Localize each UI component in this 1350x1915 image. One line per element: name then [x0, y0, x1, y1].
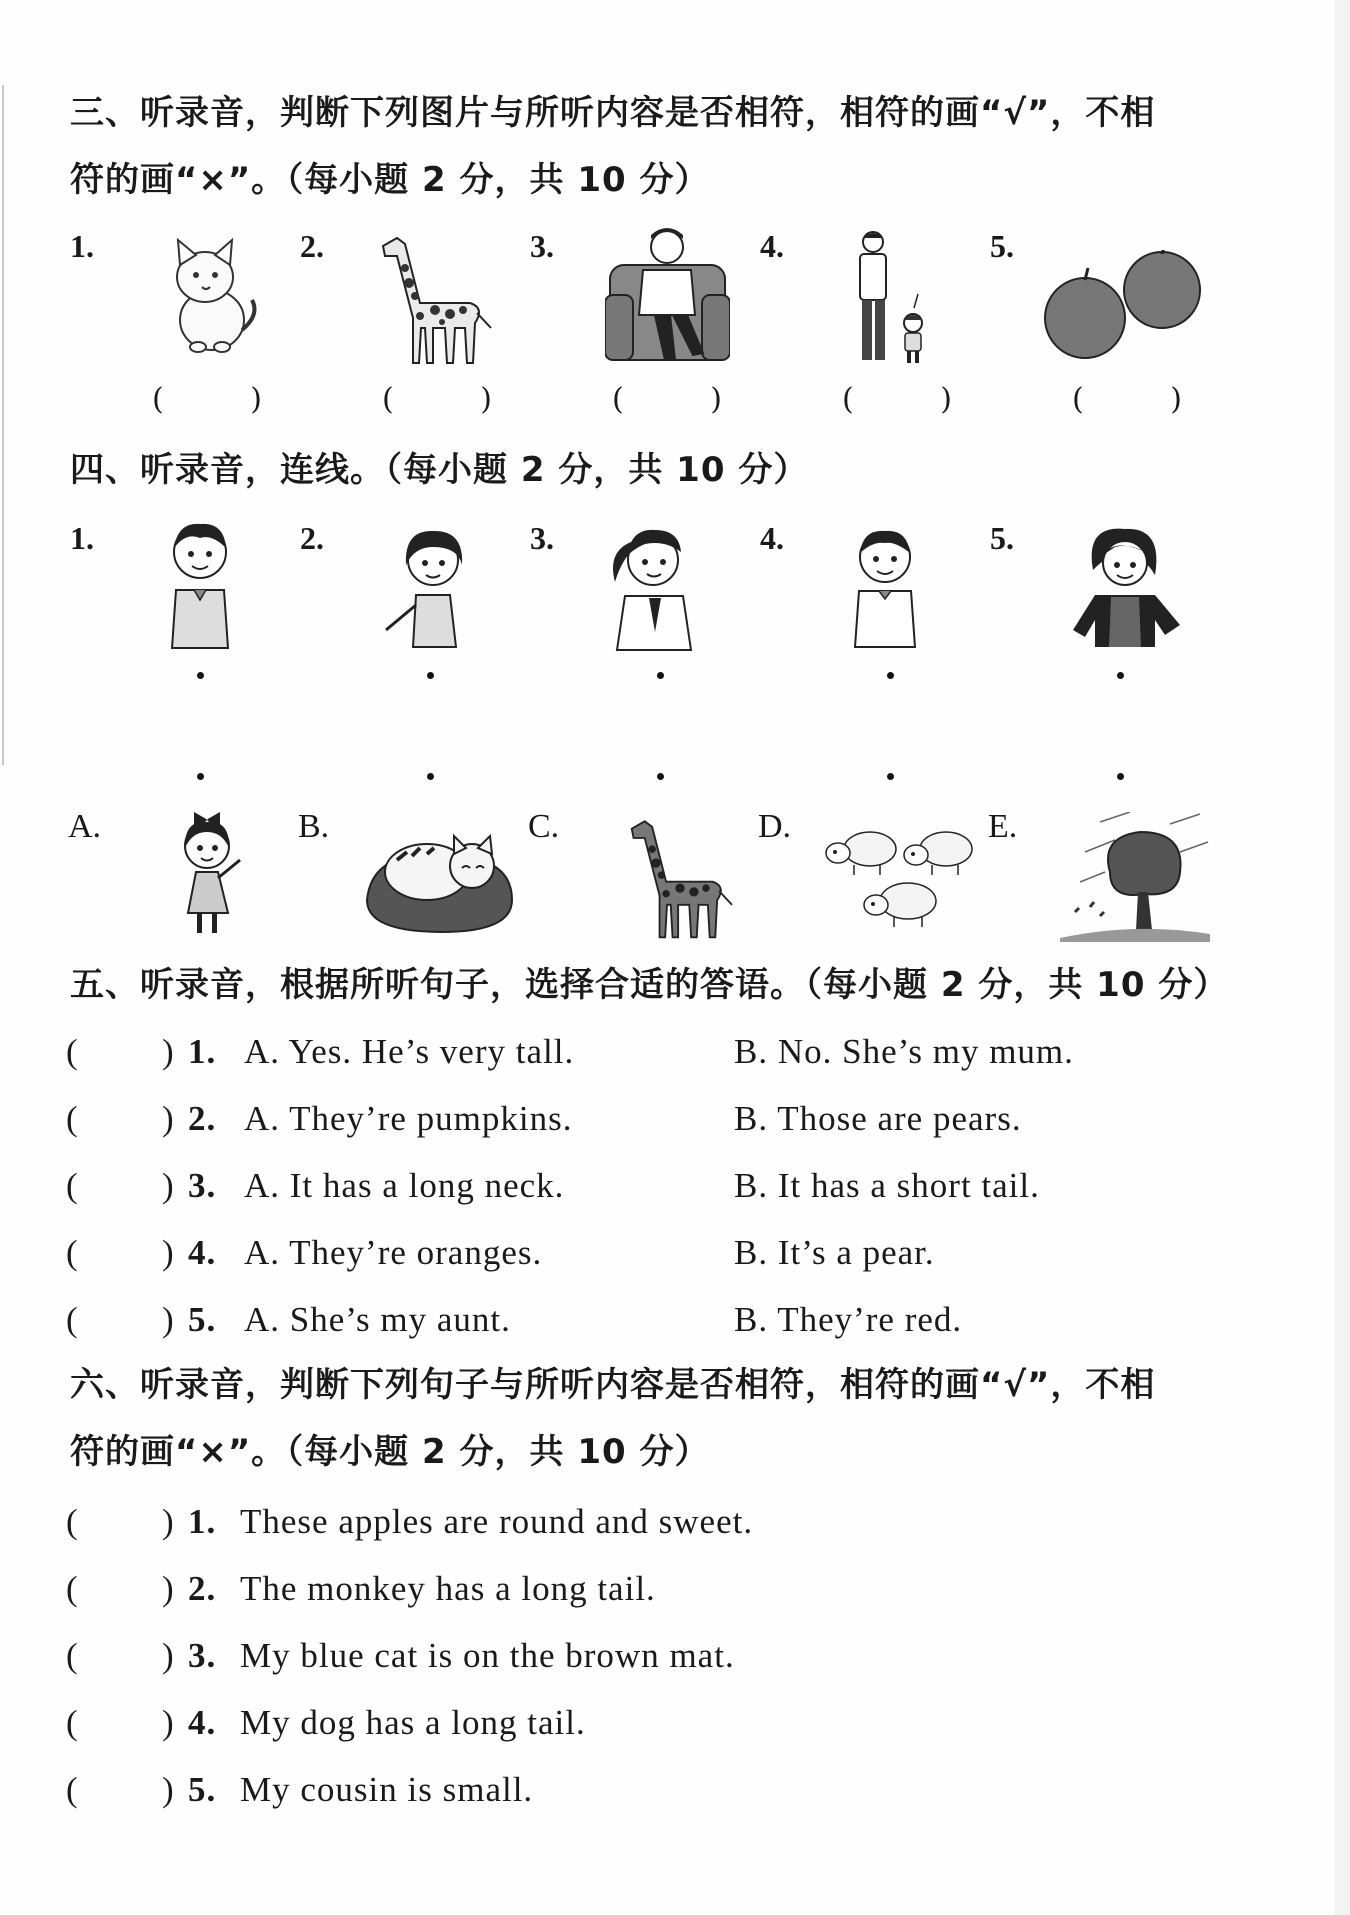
option-a: A. It has a long neck.: [244, 1166, 565, 1205]
man-and-girl-icon: [845, 228, 935, 368]
option-b: B. No. She’s my mum.: [734, 1032, 1074, 1071]
giraffe-icon: [375, 228, 495, 368]
answer-paren-close: ): [162, 1502, 175, 1541]
match-dot-top[interactable]: [657, 672, 664, 679]
answer-paren-close: ): [162, 1233, 175, 1272]
s4-person-number: 3.: [530, 520, 554, 556]
option-b: B. Those are pears.: [734, 1099, 1022, 1138]
statement-text: These apples are round and sweet.: [240, 1502, 754, 1541]
s4-option-letter: C.: [528, 808, 560, 845]
section3-title-line2: 符的画“×”。（每小题 2 分，共 10 分）: [70, 160, 710, 200]
s4-person-number: 2.: [300, 520, 324, 556]
statement-text: My dog has a long tail.: [240, 1703, 586, 1742]
option-b: B. It has a short tail.: [734, 1166, 1040, 1205]
s4-person-number: 1.: [70, 520, 94, 556]
s4-option-letter: E.: [988, 808, 1018, 845]
statement-number: 5.: [188, 1770, 217, 1809]
section4-title: 四、听录音，连线。（每小题 2 分，共 10 分）: [70, 450, 809, 490]
answer-paren-close: ): [162, 1166, 175, 1205]
page-edge-line: [2, 85, 4, 765]
match-dot-top[interactable]: [887, 672, 894, 679]
match-dot-top[interactable]: [1117, 672, 1124, 679]
answer-paren-open[interactable]: (: [66, 1099, 79, 1138]
question-number: 2.: [188, 1099, 217, 1138]
answer-parentheses[interactable]: ( ): [152, 382, 262, 417]
section3-title-line1: 三、听录音，判断下列图片与所听内容是否相符，相符的画“√”，不相: [70, 93, 1156, 133]
apples-icon: [1040, 250, 1210, 360]
statement-number: 4.: [188, 1703, 217, 1742]
answer-paren-open[interactable]: (: [66, 1502, 79, 1541]
match-dot-bottom[interactable]: [657, 773, 664, 780]
option-a: A. They’re pumpkins.: [244, 1099, 573, 1138]
question-number: 3.: [188, 1166, 217, 1205]
girl-ponytail-icon: [605, 522, 705, 652]
sheep-icon: [818, 825, 978, 930]
answer-paren-close: ): [162, 1770, 175, 1809]
answer-parentheses[interactable]: ( ): [382, 382, 492, 417]
match-dot-bottom[interactable]: [887, 773, 894, 780]
answer-paren-close: ): [162, 1569, 175, 1608]
girl-short-hair-icon: [378, 525, 483, 650]
s3-item-number: 3.: [530, 228, 554, 264]
question-number: 1.: [188, 1032, 217, 1071]
s4-option-letter: D.: [758, 808, 792, 845]
s3-item-number: 4.: [760, 228, 784, 264]
option-a: A. They’re oranges.: [244, 1233, 543, 1272]
statement-number: 3.: [188, 1636, 217, 1675]
answer-paren-open[interactable]: (: [66, 1300, 79, 1339]
boy-shirt-icon: [845, 525, 925, 650]
answer-paren-close: ): [162, 1636, 175, 1675]
answer-paren-open[interactable]: (: [66, 1569, 79, 1608]
s3-item-number: 5.: [990, 228, 1014, 264]
answer-paren-open[interactable]: (: [66, 1233, 79, 1272]
woman-icon: [1055, 525, 1195, 650]
answer-paren-open[interactable]: (: [66, 1770, 79, 1809]
boy-icon: [160, 520, 240, 650]
match-dot-bottom[interactable]: [427, 773, 434, 780]
answer-parentheses[interactable]: ( ): [1072, 382, 1182, 417]
answer-parentheses[interactable]: ( ): [612, 382, 722, 417]
s4-option-letter: A.: [68, 808, 102, 845]
answer-paren-open[interactable]: (: [66, 1703, 79, 1742]
section5-title: 五、听录音，根据所听句子，选择合适的答语。（每小题 2 分，共 10 分）: [70, 965, 1229, 1005]
statement-number: 2.: [188, 1569, 217, 1608]
answer-paren-close: ): [162, 1300, 175, 1339]
question-number: 5.: [188, 1300, 217, 1339]
option-a: A. Yes. He’s very tall.: [244, 1032, 575, 1071]
section6-title-line1: 六、听录音，判断下列句子与所听内容是否相符，相符的画“√”，不相: [70, 1365, 1156, 1405]
cat-icon: [160, 235, 260, 355]
answer-paren-open[interactable]: (: [66, 1166, 79, 1205]
giraffe-icon: [620, 812, 740, 942]
statement-number: 1.: [188, 1502, 217, 1541]
option-a: A. She’s my aunt.: [244, 1300, 511, 1339]
statement-text: My blue cat is on the brown mat.: [240, 1636, 735, 1675]
match-dot-bottom[interactable]: [197, 773, 204, 780]
match-dot-bottom[interactable]: [1117, 773, 1124, 780]
s4-person-number: 5.: [990, 520, 1014, 556]
answer-parentheses[interactable]: ( ): [842, 382, 952, 417]
match-dot-top[interactable]: [197, 672, 204, 679]
option-b: B. It’s a pear.: [734, 1233, 935, 1272]
option-b: B. They’re red.: [734, 1300, 963, 1339]
s3-item-number: 2.: [300, 228, 324, 264]
question-number: 4.: [188, 1233, 217, 1272]
answer-paren-close: ): [162, 1703, 175, 1742]
s4-option-letter: B.: [298, 808, 330, 845]
match-dot-top[interactable]: [427, 672, 434, 679]
answer-paren-open[interactable]: (: [66, 1032, 79, 1071]
statement-text: My cousin is small.: [240, 1770, 534, 1809]
cat-on-cushion-icon: [362, 820, 517, 935]
windy-tree-icon: [1060, 812, 1210, 942]
man-armchair-icon: [605, 225, 730, 370]
s3-item-number: 1.: [70, 228, 94, 264]
small-girl-icon: [170, 808, 255, 938]
answer-paren-close: ): [162, 1032, 175, 1071]
section6-title-line2: 符的画“×”。（每小题 2 分，共 10 分）: [70, 1432, 710, 1472]
answer-paren-open[interactable]: (: [66, 1636, 79, 1675]
answer-paren-close: ): [162, 1099, 175, 1138]
s4-person-number: 4.: [760, 520, 784, 556]
statement-text: The monkey has a long tail.: [240, 1569, 656, 1608]
